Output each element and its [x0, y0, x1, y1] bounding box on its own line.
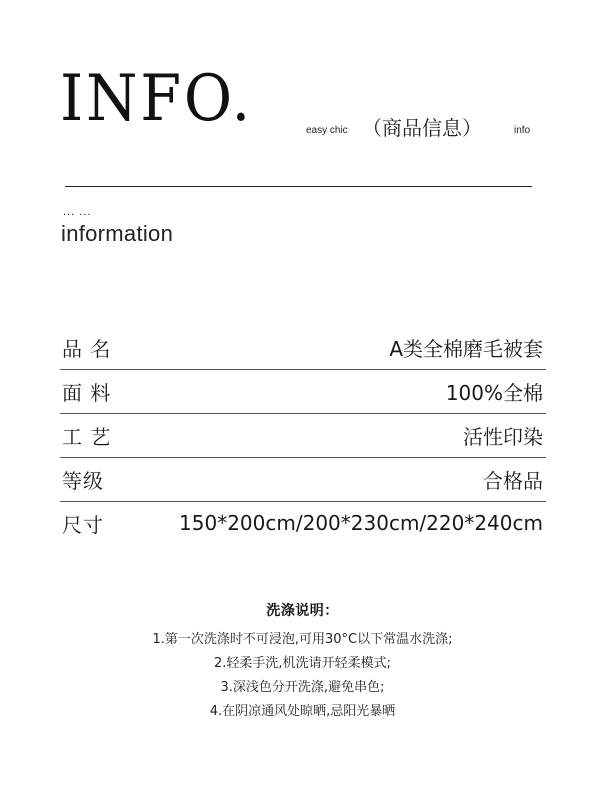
- header-divider: [65, 186, 532, 187]
- spec-value: 合格品: [483, 468, 543, 493]
- spec-value: A类全棉磨毛被套: [389, 336, 543, 361]
- ellipsis-decoration: ... ...: [63, 206, 92, 218]
- spec-row-process: [60, 413, 546, 458]
- tagline-en: easy chic: [306, 125, 348, 136]
- tagline-info: info: [514, 125, 531, 136]
- spec-row-size: [60, 501, 546, 545]
- spec-label: 工 艺: [62, 424, 112, 449]
- spec-value: 100%全棉: [445, 380, 543, 405]
- care-item: 2.轻柔手洗,机洗请开轻柔模式;: [214, 656, 391, 671]
- tagline-cn: （商品信息）: [362, 116, 482, 140]
- spec-row-fabric: [60, 369, 546, 414]
- care-title: 洗涤说明：: [266, 603, 339, 619]
- care-item: 1.第一次洗涤时不可浸泡,可用30°C以下常温水洗涤;: [152, 632, 453, 647]
- spec-value: 活性印染: [463, 424, 543, 449]
- spec-row-grade: [60, 457, 546, 502]
- spec-label: 等级: [62, 468, 104, 493]
- spec-label: 品 名: [62, 336, 112, 361]
- spec-row-name: [60, 325, 546, 370]
- spec-value: 150*200cm/200*230cm/220*240cm: [179, 511, 543, 535]
- care-instructions: [0, 600, 605, 724]
- care-item: 4.在阴凉通风处晾晒,忌阳光暴晒: [209, 704, 396, 719]
- section-subtitle: information: [61, 221, 174, 246]
- spec-label: 尺寸: [62, 512, 104, 537]
- care-item: 3.深浅色分开洗涤,避免串色;: [220, 680, 385, 695]
- info-logo: INFO.: [60, 62, 253, 136]
- spec-label: 面 料: [62, 380, 112, 405]
